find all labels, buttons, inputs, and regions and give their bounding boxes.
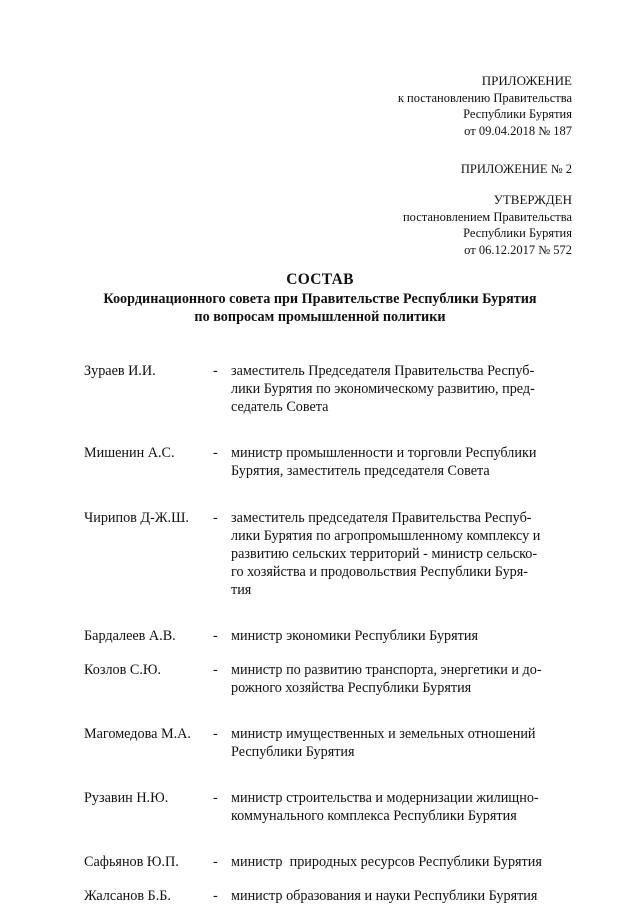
- member-dash: -: [213, 662, 218, 678]
- member-row: [84, 362, 570, 416]
- member-name: Чирипов Д-Ж.Ш.: [84, 510, 189, 526]
- title-line-1: Координационного совета при Правительстве Республики Бурятия: [103, 291, 537, 307]
- member-row: [84, 789, 570, 825]
- member-position: министр строительства и модернизации жилищно- коммунального комплекса Республики Бурятия: [231, 790, 539, 824]
- member-dash: -: [213, 888, 218, 904]
- member-row: [84, 725, 570, 761]
- member-dash: -: [213, 510, 218, 526]
- title-heading: СОСТАВ: [286, 271, 354, 288]
- title-line-2: по вопросам промышленной политики: [194, 309, 446, 325]
- approved-line-3: от 06.12.2017 № 572: [464, 242, 572, 257]
- member-name: Бардалеев А.В.: [84, 628, 176, 644]
- approved-line-1: постановлением Правительства: [402, 209, 572, 224]
- member-row: [84, 444, 570, 480]
- member-name: Рузавин Н.Ю.: [84, 790, 169, 806]
- header-attachment: [398, 73, 572, 139]
- member-row: [84, 509, 570, 599]
- member-dash: -: [213, 726, 218, 742]
- attachment-2-title: ПРИЛОЖЕНИЕ № 2: [460, 162, 572, 176]
- member-row: [84, 661, 570, 697]
- member-position: заместитель председателя Правительства Респуб- лики Бурятия по агропромышленному комплексу и развитию сельских территорий - министр сельско- го хозяйства и продовольствия Республики Буря- тия: [231, 510, 541, 598]
- member-position: министр образования и науки Республики Бурятия: [231, 888, 538, 904]
- attachment-line-3: от 09.04.2018 № 187: [464, 123, 572, 138]
- member-row: [84, 853, 570, 871]
- member-row: [84, 887, 570, 905]
- member-dash: -: [213, 363, 218, 379]
- member-name: Мишенин А.С.: [84, 445, 175, 461]
- document-title: [70, 270, 570, 326]
- member-name: Магомедова М.А.: [84, 726, 191, 742]
- member-position: министр по развитию транспорта, энергетики и до- рожного хозяйства Республики Бурятия: [231, 662, 542, 696]
- member-dash: -: [213, 628, 218, 644]
- member-row: [84, 627, 570, 645]
- member-dash: -: [213, 790, 218, 806]
- member-position: министр имущественных и земельных отношений Республики Бурятия: [231, 726, 536, 760]
- member-dash: -: [213, 445, 218, 461]
- approved-block: [403, 192, 572, 258]
- member-name: Сафьянов Ю.П.: [84, 854, 179, 870]
- member-name: Зураев И.И.: [84, 363, 156, 379]
- approved-line-2: Республики Бурятия: [463, 226, 572, 240]
- attachment-line-1: к постановлению Правительства: [397, 90, 572, 105]
- attachment-line-2: Республики Бурятия: [463, 107, 572, 121]
- attachment-title: ПРИЛОЖЕНИЕ: [481, 73, 572, 88]
- members-list: [84, 362, 570, 905]
- member-name: Козлов С.Ю.: [84, 662, 162, 678]
- approved-title: УТВЕРЖДЕН: [493, 192, 572, 207]
- member-position: министр экономики Республики Бурятия: [231, 628, 478, 644]
- member-name: Жалсанов Б.Б.: [84, 888, 171, 904]
- member-dash: -: [213, 854, 218, 870]
- attachment-2-block: [461, 161, 572, 178]
- member-position: заместитель Председателя Правительства Респуб- лики Бурятия по экономическому развитию, пред- седатель Совета: [231, 363, 535, 415]
- member-position: министр промышленности и торговли Республики Бурятия, заместитель председателя Совета: [231, 445, 537, 479]
- member-position: министр природных ресурсов Республики Бурятия: [231, 854, 542, 870]
